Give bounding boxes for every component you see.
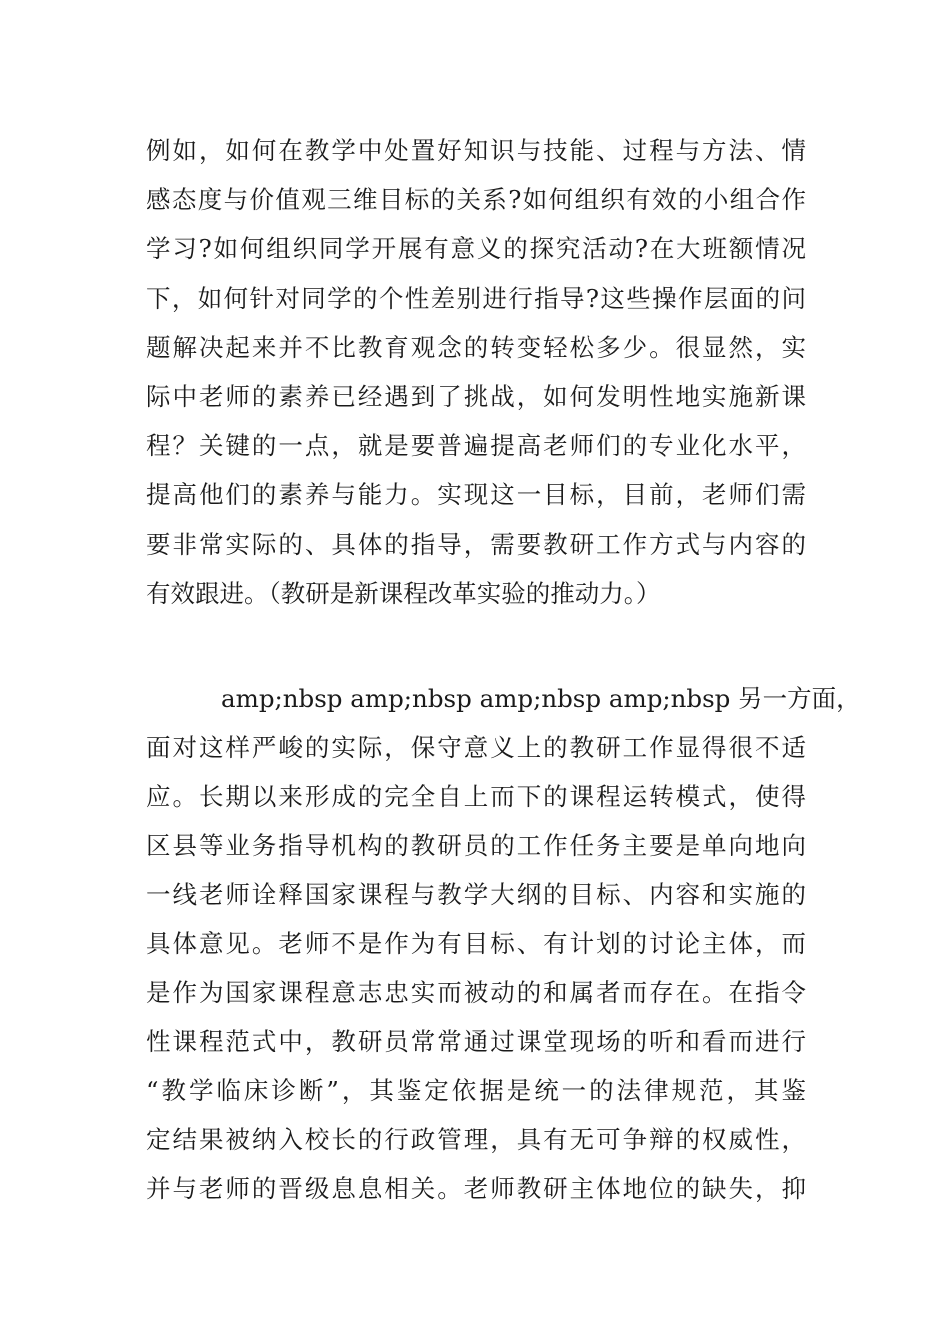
paragraph-2-line-6: 具体意见。老师不是作为有目标、有计划的讨论主体，而 (146, 929, 806, 958)
paragraph-2-line-5: 一线老师诠释国家课程与教学大纲的目标、内容和实施的 (146, 880, 806, 909)
paragraph-2-line-1: amp;nbsp amp;nbsp amp;nbsp amp;nbsp 另一方面， (221, 684, 861, 713)
paragraph-2-line-7: 是作为国家课程意志忠实而被动的和属者而存在。在指令 (146, 978, 806, 1007)
paragraph-2-line-10: 定结果被纳入校长的行政管理，具有无可争辩的权威性， (146, 1125, 806, 1154)
paragraph-2-line-2: 面对这样严峻的实际，保守意义上的教研工作显得很不适 (146, 733, 806, 762)
paragraph-1-line-1: 例如，如何在教学中处置好知识与技能、过程与方法、情 (146, 136, 806, 165)
paragraph-1-line-3: 学习?如何组织同学开展有意义的探究活动?在大班额情况 (146, 234, 806, 263)
paragraph-2-line-4: 区县等业务指导机构的教研员的工作任务主要是单向地向 (146, 831, 806, 860)
paragraph-1-line-6: 际中老师的素养已经遇到了挑战，如何发明性地实施新课 (146, 382, 806, 411)
paragraph-1-line-9: 要非常实际的、具体的指导，需要教研工作方式与内容的 (146, 530, 806, 559)
paragraph-1-line-5: 题解决起来并不比教育观念的转变轻松多少。很显然，实 (146, 333, 806, 362)
paragraph-1-line-7: 程？关键的一点，就是要普遍提高老师们的专业化水平， (146, 431, 806, 460)
paragraph-2-line-9: “教学临床诊断”，其鉴定依据是统一的法律规范，其鉴 (146, 1076, 806, 1105)
paragraph-1-line-10: 有效跟进。（教研是新课程改革实验的推动力。） (146, 579, 661, 608)
paragraph-2-line-3: 应。长期以来形成的完全自上而下的课程运转模式，使得 (146, 782, 806, 811)
paragraph-1-line-4: 下，如何针对同学的个性差别进行指导?这些操作层面的问 (146, 284, 806, 313)
paragraph-1-line-8: 提高他们的素养与能力。实现这一目标，目前，老师们需 (146, 480, 806, 509)
paragraph-2-line-11: 并与老师的晋级息息相关。老师教研主体地位的缺失，抑 (146, 1174, 806, 1203)
paragraph-2-line-8: 性课程范式中，教研员常常通过课堂现场的听和看而进行 (146, 1027, 806, 1056)
paragraph-1-line-2: 感态度与价值观三维目标的关系?如何组织有效的小组合作 (146, 185, 806, 214)
